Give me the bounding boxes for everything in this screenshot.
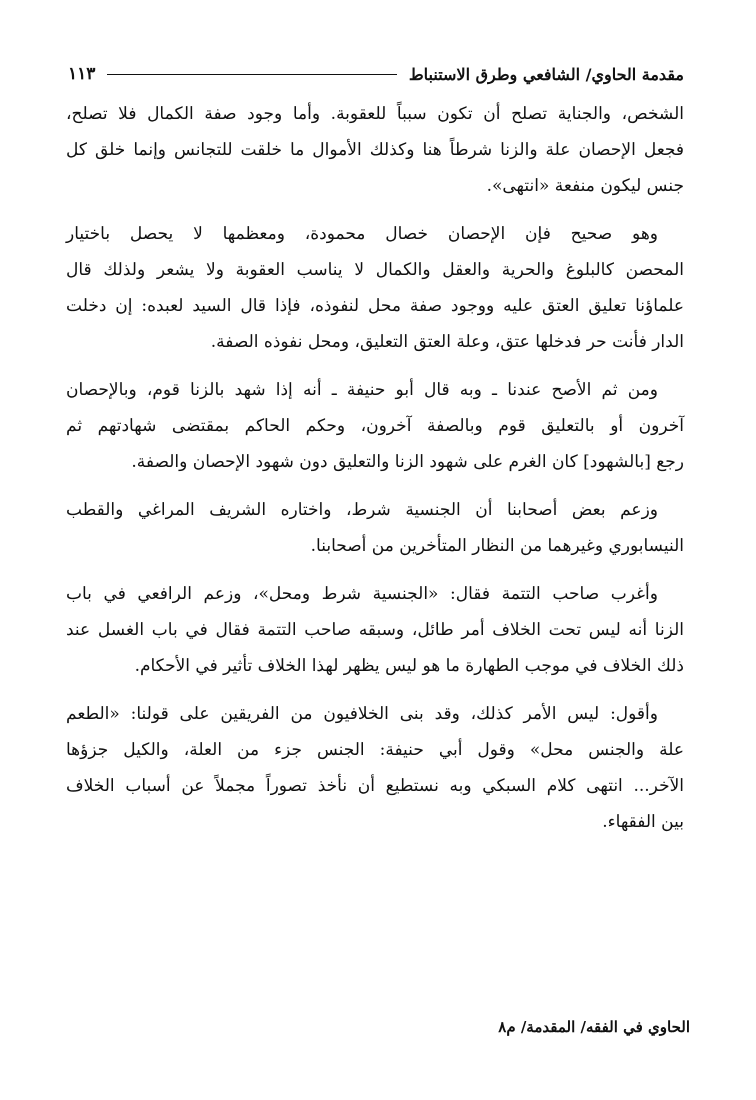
text-line: النيسابوري وغيرهما من النظار المتأخرين من أصحابنا. (310, 536, 684, 556)
text-line: آخرون أو بالتعليق قوم وبالصفة آخرون، وحكم الحاكم بمقتضى شهادتهم ثم (66, 416, 684, 436)
text-line: المحصن كالبلوغ والحرية والعقل والكمال لا يناسب العقوبة ولا يشعر ولذلك قال (66, 260, 684, 280)
text-line: بين الفقهاء. (602, 812, 684, 832)
text-line: رجع [بالشهود] كان الغرم على شهود الزنا والتعليق دون شهود الإحصان والصفة. (131, 452, 684, 472)
text-line: فجعل الإحصان علة والزنا شرطاً هنا وكذلك الأموال ما خلقت للتجانس وإنما خلق كل (66, 140, 684, 160)
footer-signature: الحاوي في الفقه/ المقدمة/ م٨ (498, 1018, 690, 1036)
paragraph-1 (66, 96, 684, 204)
text-line: جنس ليكون منفعة «انتهى». (486, 176, 684, 196)
text-line: ومن ثم الأصح عندنا ـ وبه قال أبو حنيفة ـ أنه إذا شهد بالزنا قوم، وبالإحصان (66, 380, 658, 400)
running-title: مقدمة الحاوي/ الشافعي وطرق الاستنباط (408, 64, 684, 84)
page-footer (300, 1018, 690, 1036)
paragraph-5 (66, 576, 684, 684)
paragraph-2 (66, 216, 684, 360)
body-text (66, 96, 684, 852)
text-line: وهو صحيح فإن الإحصان خصال محمودة، ومعظمها لا يحصل باختيار (66, 224, 658, 244)
text-line: الآخر... انتهى كلام السبكي وبه نستطيع أن نأخذ تصوراً مجملاً عن أسباب الخلاف (66, 776, 684, 796)
text-line: الزنا أنه ليس تحت الخلاف أمر طائل، وسبقه صاحب التتمة فقال في باب الغسل عند (66, 620, 684, 640)
text-line: وزعم بعض أصحابنا أن الجنسية شرط، واختاره الشريف المراغي والقطب (66, 500, 658, 520)
page-header (68, 58, 684, 90)
paragraph-6 (66, 696, 684, 840)
text-line: وأقول: ليس الأمر كذلك، وقد بنى الخلافيون من الفريقين على قولنا: «الطعم (66, 704, 658, 724)
text-line: علة والجنس محل» وقول أبي حنيفة: الجنس جزء من العلة، والكيل جزؤها (66, 740, 684, 760)
text-line: الدار فأنت حر فدخلها عتق، وعلة العتق التعليق، ومحل نفوذه الصفة. (210, 332, 684, 352)
text-line: ذلك الخلاف في موجب الطهارة ما هو ليس يظهر لهذا الخلاف تأثير في الأحكام. (134, 656, 684, 676)
paragraph-4 (66, 492, 684, 564)
text-line: وأغرب صاحب التتمة فقال: «الجنسية شرط ومحل»، وزعم الرافعي في باب (66, 584, 658, 604)
paragraph-3 (66, 372, 684, 480)
page-number: ١١٣ (68, 64, 96, 84)
header-rule (107, 74, 396, 75)
text-line: علماؤنا تعليق العتق عليه ووجود صفة محل لنفوذه، فإذا قال السيد لعبده: إن دخلت (66, 296, 684, 316)
text-line: الشخص، والجناية تصلح أن تكون سبباً للعقوبة. وأما وجود صفة الكمال فلا تصلح، (66, 104, 684, 124)
